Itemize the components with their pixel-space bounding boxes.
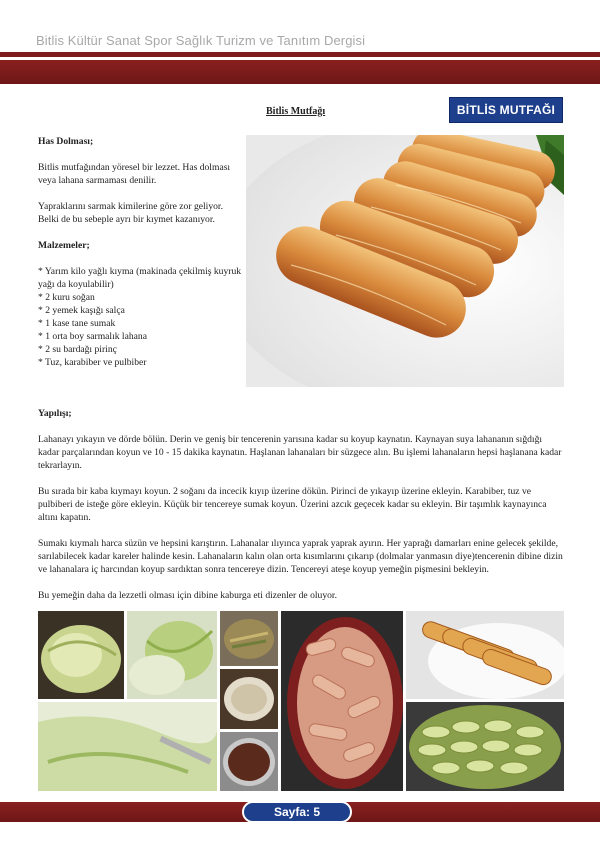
section-title: Bitlis Mutfağı	[266, 106, 326, 117]
magazine-title: Bitlis Kültür Sanat Spor Sağlık Turizm ve Tanıtım Dergisi	[36, 33, 366, 48]
ingredient-item: * 2 su bardağı pirinç	[38, 343, 243, 356]
ingredient-item: * 1 kase tane sumak	[38, 317, 243, 330]
photo-sumac-grains	[220, 732, 278, 791]
header-band-thick	[0, 60, 600, 84]
photo-rolls-arranged-pot	[406, 702, 564, 791]
photo-cutting-leaves	[38, 702, 217, 791]
section-badge: BİTLİS MUTFAĞI	[449, 97, 563, 123]
photo-cooked-rolls-plate	[406, 611, 564, 699]
photo-rice-bowl	[220, 669, 278, 729]
ingredients-list	[38, 265, 243, 369]
method-paragraph-3: Sumakı kıymalı harca süzün ve hepsini karıştırın. Lahanalar ılıyınca yaprak yaprak ayırın. Her yaprağı damarları enine gelecek şekilde, sarılabilecek kadar kareler halinde kesin. Lahanaların kalın olan orta kısımlarını çıkarıp (dolmalar yanmasın diye)tencerenin dibine dizin ve lahanalara iç harcından koyup sardıktan sonra tencereye dizin. Tencereyi ateşe koyup yemeğin pişmesini bekleyin.	[38, 538, 563, 575]
method-paragraph-2: Bu sırada bir kaba kıymayı koyun. 2 soğanı da incecik kıyıp üzerine dökün. Pirinci de yıkayıp üzerine ekleyin. Karabiber, tuz ve pulbiberi de isteğe göre ekleyin. Küçük bir tencereye sumak koyun. Üzerini azcık geçecek kadar su ekleyin. Bir taşımlık kaynayınca altını kapatın.	[38, 486, 547, 523]
photo-raw-cabbage	[38, 611, 124, 699]
intro-paragraph-1: Bitlis mutfağından yöresel bir lezzet. Has dolması veya lahana sarmaması denilir.	[38, 162, 231, 186]
recipe-intro-column	[38, 135, 243, 369]
page-number: Sayfa: 5	[242, 801, 352, 823]
cabbage-rolls-illustration	[246, 135, 564, 387]
ingredient-item: * Yarım kilo yağlı kıyma (makinada çekilmiş kuyruk yağı da koyulabilir)	[38, 265, 243, 291]
photo-sumac-bowl	[220, 611, 278, 666]
ingredients-heading: Malzemeler;	[38, 240, 90, 251]
method-paragraph-1: Lahanayı yıkayın ve dörde bölün. Derin ve geniş bir tencerenin yarısına kadar su koyup kaynatın. Kaynayan suya lahananın sığdığı kadar parçalarından koyun ve 10 - 15 dakika kaynatın. Haşlanan lahanaları bir süzgece alın. Bu işlemi lahanaların hepsi haşlanana kadar tekrarlayın.	[38, 434, 562, 471]
method-heading: Yapılışı;	[38, 408, 72, 419]
ingredient-item: * 2 kuru soğan	[38, 291, 243, 304]
photo-rolls-in-pot	[281, 611, 403, 791]
hero-food-photo	[246, 135, 564, 387]
header-band-thin	[0, 52, 600, 57]
ingredient-item: * 1 orta boy sarmalık lahana	[38, 330, 243, 343]
ingredient-item: * 2 yemek kaşığı salça	[38, 304, 243, 317]
intro-paragraph-2: Yapraklarını sarmak kimilerine göre zor geliyor. Belki de bu sebeple ayrı bir kıymet kazanıyor.	[38, 201, 223, 225]
masthead	[0, 0, 600, 50]
method-paragraph-4: Bu yemeğin daha da lezzetli olması için dibine kaburga eti dizenler de oluyor.	[38, 590, 337, 601]
recipe-name: Has Dolması;	[38, 136, 94, 147]
photo-boiled-cabbage	[127, 611, 217, 699]
ingredient-item: * Tuz, karabiber ve pulbiber	[38, 356, 243, 369]
method-section	[38, 407, 564, 615]
